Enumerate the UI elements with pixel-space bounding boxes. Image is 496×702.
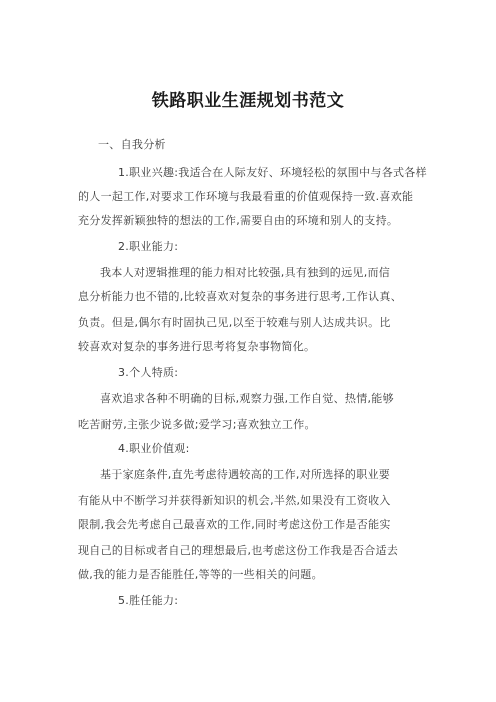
- paragraph-line: 基于家庭条件,直先考虑待遇较高的工作,对所选择的职业要: [100, 468, 391, 481]
- paragraph-line: 现自己的目标或者自己的理想最后,也考虑这份工作我是否合适去: [78, 544, 399, 557]
- subsection-heading: 4.职业价值观:: [118, 442, 190, 455]
- subsection-heading: 2.职业能力:: [118, 240, 179, 253]
- paragraph-line: 有能从中不断学习并获得新知识的机会,半然,如果没有工资收入: [78, 494, 391, 507]
- paragraph-line: 吃苦耐劳,主张少说多做;爱学习;喜欢独立工作。: [78, 418, 316, 431]
- subsection-heading: 5.胜任能力:: [118, 594, 179, 607]
- paragraph-line: 较喜欢对复杂的事务进行思考将复杂事物简化。: [78, 340, 316, 353]
- paragraph-line: 做,我的能力是否能胜任,等等的一些相关的问题。: [78, 568, 323, 581]
- section-heading-self-analysis: 一、自我分析: [98, 138, 166, 151]
- paragraph-line: 喜欢追求各种不明确的目标,观察力强,工作自觉、热情,能够: [100, 392, 394, 405]
- paragraph-line: 充分发挥新颖独特的想法的工作,需要自由的环境和别人的支持。: [78, 214, 399, 227]
- paragraph-line: 负责。但是,偶尔有时固执己见,以至于较难与别人达成共识。比: [78, 316, 391, 329]
- subsection-heading: 3.个人特质:: [118, 366, 179, 379]
- document-title: 铁路职业生涯规划书范文: [151, 91, 345, 111]
- paragraph-line: 息分析能力也不错的,比较喜欢对复杂的事务进行思考,工作认真、: [78, 290, 402, 303]
- paragraph-line: 的人一起工作,对要求工作环境与我最看重的价值观保持一致.喜欢能: [78, 190, 414, 203]
- paragraph-line: 1.职业兴趣:我适合在人际友好、环境轻松的氛围中与各式各样: [118, 166, 427, 179]
- paragraph-line: 限制,我会先考虑自己最喜欢的工作,同时考虑这份工作是否能实: [78, 518, 391, 531]
- paragraph-line: 我本人对逻辑推理的能力相对比较强,具有独到的远见,而信: [100, 266, 391, 279]
